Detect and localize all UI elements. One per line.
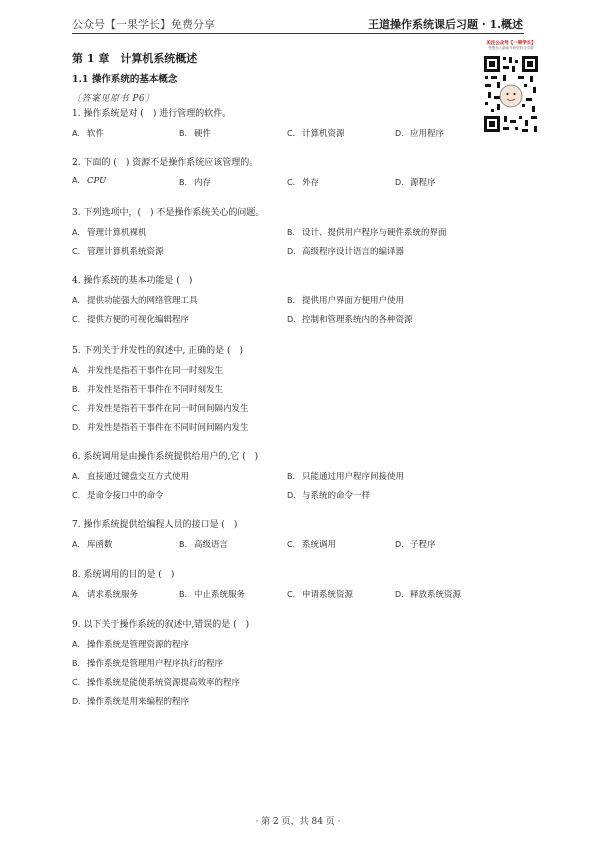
option-text: 提供功能强大的网络管理工具 [87,296,198,306]
option-text: 请求系统服务 [87,590,139,600]
option-letter: C. [287,540,296,549]
answer-option [72,245,164,257]
option-letter: B. [287,296,296,305]
answer-option [179,588,245,600]
option-letter: A. [72,176,80,185]
option-text: 释放系统资源 [410,590,462,600]
answer-option [287,588,353,600]
qr-caption: 关注公众号【一果学长】 [486,41,536,46]
answer-option [395,127,444,139]
answer-option [72,294,198,306]
question [72,519,524,550]
question [72,451,524,501]
answer-option [287,226,447,238]
option-letter: C. [287,590,296,599]
option-text: 软件 [87,129,105,139]
option-letter: C. [287,178,296,187]
question-stem: 4. 操作系统的基本功能是 ( ) [72,276,193,286]
option-letter: A. [72,590,80,599]
option-letter: C. [72,247,81,256]
answer-option [72,313,189,325]
answer-option [72,588,138,600]
answer-option [72,364,223,376]
option-letter: A. [72,472,80,481]
option-text: 提供方便的可视化编辑程序 [87,315,190,325]
option-letter: D. [287,491,296,500]
option-text: 应用程序 [410,129,445,139]
option-text: 并发性是指若干事件在同一时间间隔内发生 [87,404,249,414]
option-text: 系统调用 [302,540,337,550]
option-letter: B. [179,129,188,138]
option-letter: A. [72,366,80,375]
page-footer: · 第 2 页，共 84 页 · [255,817,341,827]
answer-option [287,127,345,139]
chapter-title: 第 1 章 计算机系统概述 [72,52,198,65]
option-letter: A. [72,296,80,305]
question [72,619,524,707]
option-text: 外存 [302,178,320,188]
answer-option [395,588,461,600]
option-text: 高级语言 [194,540,229,550]
option-letter: B. [179,178,188,187]
answer-reference-note: 〔答案见原书 P6〕 [72,94,155,104]
option-text: 并发性是指若干事件在不同时间间隔内发生 [87,423,249,433]
answer-option [287,489,370,501]
option-text: 操作系统是管理资源的程序 [87,640,190,650]
option-letter: A. [72,640,80,649]
question [72,207,524,257]
option-letter: C. [72,678,81,687]
answer-option [179,176,211,188]
question-stem: 1. 操作系统是对 ( ) 进行管理的软件。 [72,109,232,119]
option-letter: C. [72,315,81,324]
option-text: 中止系统服务 [194,590,246,600]
option-letter: C. [72,404,81,413]
option-text: CPU [87,176,107,186]
option-text: 控制和管理系统内的各种资源 [302,315,413,325]
option-text: 操作系统是管理用户程序执行的程序 [87,659,224,669]
option-text: 并发性是指若干事件在不同时刻发生 [87,385,224,395]
option-text: 计算机资源 [302,129,345,139]
answer-option [179,127,211,139]
option-letter: B. [72,659,81,668]
option-letter: D. [72,423,81,432]
answer-option [287,294,404,306]
question [72,345,524,433]
option-text: 并发性是指若干事件在同一时刻发生 [87,366,224,376]
question [72,157,524,188]
question-stem: 6. 系统调用是由操作系统提供给用户的,它 ( ) [72,452,259,462]
header-rule [72,33,524,34]
answer-option [72,383,223,395]
option-text: 申请系统资源 [302,590,354,600]
option-text: 子程序 [410,540,436,550]
option-text: 高级程序设计语言的编译器 [302,247,405,257]
question [72,108,524,139]
option-text: 库函数 [87,540,113,550]
question-stem: 8. 系统调用的目的是 ( ) [72,570,175,580]
option-letter: C. [72,491,81,500]
option-letter: B. [287,472,296,481]
option-letter: D. [395,540,404,549]
question-stem: 9. 以下关于操作系统的叙述中,错误的是 ( ) [72,620,250,630]
option-text: 源程序 [410,178,436,188]
option-letter: D. [395,590,404,599]
option-text: 设计、提供用户程序与硬件系统的界面 [302,228,447,238]
option-letter: D. [287,247,296,256]
header-left: 公众号【一果学长】免费分享 [72,18,215,31]
answer-option [72,638,189,650]
option-text: 只能通过用户程序间接使用 [302,472,405,482]
answer-option [72,676,240,688]
qr-subcaption: 免费加入最新考研资料分享群 [488,46,534,50]
answer-option [287,470,404,482]
answer-option [179,538,228,550]
option-letter: B. [179,540,188,549]
option-text: 操作系统是用来编程的程序 [87,697,190,707]
qr-code-icon [482,54,540,134]
option-letter: D. [395,178,404,187]
option-text: 与系统的命令一样 [302,491,371,501]
option-letter: A. [72,228,80,237]
header-right: 王道操作系统课后习题 · 1.概述 [368,18,523,31]
answer-option [72,402,249,414]
answer-option [287,176,319,188]
option-letter: D. [287,315,296,324]
question [72,569,524,600]
option-letter: B. [287,228,296,237]
question-stem: 5. 下列关于并发性的叙述中, 正确的是 ( ) [72,346,244,356]
qr-code-block [482,40,540,136]
option-text: 直接通过键盘交互方式使用 [87,472,190,482]
option-letter: B. [72,385,81,394]
option-letter: D. [395,129,404,138]
answer-option [72,176,106,186]
question [72,275,524,325]
question-stem: 7. 操作系统提供给编程人员的接口是 ( ) [72,520,238,530]
answer-option [72,127,104,139]
option-letter: D. [72,697,81,706]
answer-option [395,538,436,550]
option-text: 内存 [194,178,212,188]
option-letter: C. [287,129,296,138]
answer-option [72,657,223,669]
option-text: 提供用户界面方便用户使用 [302,296,405,306]
answer-option [72,695,189,707]
answer-option [287,538,336,550]
option-text: 是命令接口中的命令 [87,491,164,501]
answer-option [287,245,404,257]
option-letter: B. [179,590,188,599]
option-letter: A. [72,129,80,138]
section-title: 1.1 操作系统的基本概念 [72,74,178,85]
answer-option [72,421,249,433]
option-text: 管理计算机系统资源 [87,247,164,257]
option-text: 操作系统是能使系统资源提高效率的程序 [87,678,241,688]
answer-option [72,470,189,482]
answer-option [72,538,113,550]
answer-option [72,226,147,238]
answer-option [395,176,436,188]
answer-option [72,489,164,501]
answer-option [287,313,413,325]
option-text: 管理计算机裸机 [87,228,147,238]
question-stem: 2. 下面的 ( ) 资源不是操作系统应该管理的。 [72,158,259,168]
option-text: 硬件 [194,129,212,139]
option-letter: A. [72,540,80,549]
question-stem: 3. 下列选项中，( ) 不是操作系统关心的问题。 [72,208,265,218]
